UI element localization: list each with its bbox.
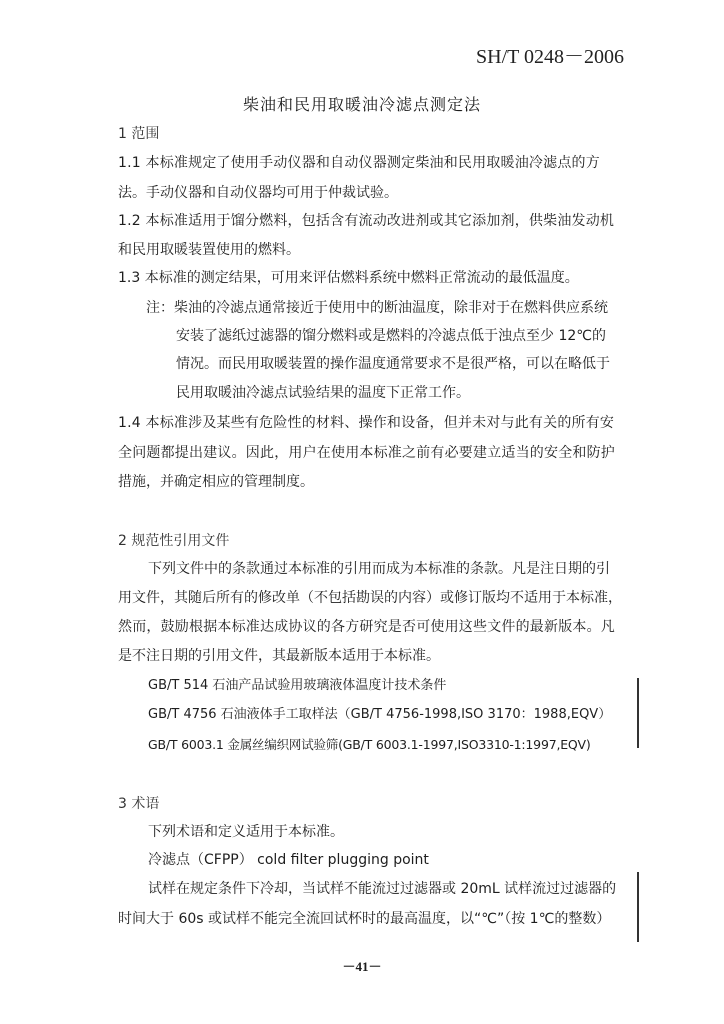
paragraph-line: 1.4 本标准涉及某些有危险性的材料、操作和设备，但并未对与此有关的所有安	[118, 415, 615, 431]
paragraph-line: 下列术语和定义适用于本标准。	[148, 824, 344, 840]
paragraph-line: 时间大于 60s 或试样不能完全流回试杯时的最高温度，以“℃”（按 1℃的整数）	[118, 911, 611, 927]
note-line: 注：柴油的冷滤点通常接近于使用中的断油温度，除非对于在燃料供应系统	[146, 300, 608, 316]
reference-item: GB/T 514 石油产品试验用玻璃液体温度计技术条件	[148, 678, 447, 693]
paragraph-line: 然而，鼓励根据本标准达成协议的各方研究是否可使用这些文件的最新版本。凡	[118, 619, 615, 635]
note-line: 安装了滤纸过滤器的馏分燃料或是燃料的冷滤点低于浊点至少 12℃的	[176, 328, 606, 344]
term-line: 冷滤点（CFPP） cold filter plugging point	[148, 852, 429, 868]
reference-item: GB/T 4756 石油液体手工取样法（GB/T 4756-1998,ISO 3170：1988,EQV）	[148, 707, 612, 722]
paragraph-line: 1.2 本标准适用于馏分燃料，包括含有流动改进剂或其它添加剂，供柴油发动机	[118, 213, 615, 229]
paragraph-line: 下列文件中的条款通过本标准的引用而成为本标准的条款。凡是注日期的引	[148, 561, 610, 577]
paragraph-line: 试样在规定条件下冷却，当试样不能流过过滤器或 20mL 试样流过过滤器的	[148, 881, 617, 897]
section-1-heading: 1 范围	[118, 126, 160, 142]
paragraph-line: 法。手动仪器和自动仪器均可用于仲裁试验。	[118, 185, 398, 201]
scan-edge-mark	[637, 678, 639, 748]
paragraph-line: 措施，并确定相应的管理制度。	[118, 474, 314, 490]
paragraph-line: 1.3 本标准的测定结果，可用来评估燃料系统中燃料正常流动的最低温度。	[118, 270, 579, 286]
section-2-heading: 2 规范性引用文件	[118, 533, 230, 549]
note-line: 民用取暖油冷滤点试验结果的温度下正常工作。	[176, 385, 470, 401]
note-line: 情况。而民用取暖装置的操作温度通常要求不是很严格，可以在略低于	[176, 356, 610, 372]
paragraph-line: 是不注日期的引用文件，其最新版本适用于本标准。	[118, 648, 440, 664]
scan-edge-mark	[637, 872, 639, 942]
page-number: －41－	[342, 959, 382, 974]
document-title: 柴油和民用取暖油冷滤点测定法	[242, 95, 481, 114]
reference-item: GB/T 6003.1 金属丝编织网试验筛(GB/T 6003.1-1997,ISO3310-1:1997,EQV)	[148, 737, 591, 752]
paragraph-line: 和民用取暖装置使用的燃料。	[118, 242, 300, 258]
section-3-heading: 3 术语	[118, 796, 160, 812]
paragraph-line: 用文件，其随后所有的修改单（不包括勘误的内容）或修订版均不适用于本标准，	[118, 590, 622, 606]
paragraph-line: 1.1 本标准规定了使用手动仪器和自动仪器测定柴油和民用取暖油冷滤点的方	[118, 155, 600, 171]
standard-code: SH/T 0248－2006	[476, 46, 624, 68]
paragraph-line: 全问题都提出建议。因此，用户在使用本标准之前有必要建立适当的安全和防护	[118, 445, 615, 461]
